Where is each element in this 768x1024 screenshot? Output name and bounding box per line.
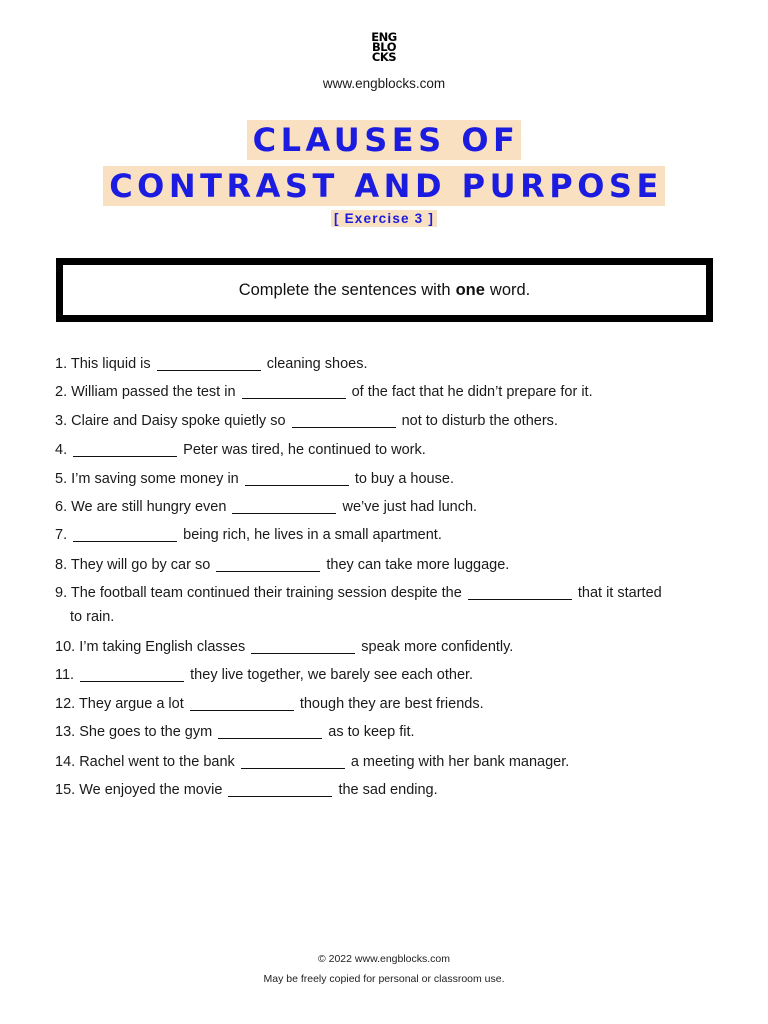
answer-blank[interactable] [216, 557, 320, 572]
item-text-after: speak more confidently. [361, 639, 514, 655]
item-number: 2. [55, 384, 68, 400]
exercise-item [55, 383, 715, 401]
answer-blank[interactable] [228, 782, 332, 797]
item-text-after: not to disturb the others. [401, 413, 558, 429]
item-text-after: cleaning shoes. [266, 356, 368, 372]
title-line-1 [0, 120, 768, 160]
item-text-after: Peter was tired, he continued to work. [183, 442, 426, 458]
item-text-after: of the fact that he didn’t prepare for it. [351, 384, 593, 400]
title-line-2 [0, 166, 768, 206]
exercise-item [55, 695, 715, 713]
answer-blank[interactable] [468, 585, 572, 600]
item-text-after: they can take more luggage. [326, 557, 510, 573]
title-text: CLAUSES OF [247, 120, 522, 160]
item-number: 7. [55, 527, 68, 543]
item-text-before: William passed the test in [71, 384, 236, 400]
item-text-after: we’ve just had lunch. [342, 499, 478, 515]
instruction-bold: one [455, 280, 485, 299]
item-text-before: They argue a lot [78, 696, 184, 712]
exercise-item [55, 723, 715, 741]
exercise-item [55, 412, 715, 430]
footer-copyright: © 2022 www.engblocks.com [317, 953, 451, 965]
item-text-before: She goes to the gym [79, 724, 213, 740]
exercise-item [55, 556, 715, 574]
exercise-item [55, 666, 715, 684]
exercise-item [55, 355, 715, 373]
item-number: 14. [55, 754, 76, 770]
item-text-before: We are still hungry even [71, 499, 227, 515]
item-number: 12. [55, 696, 76, 712]
exercise-item [55, 638, 715, 656]
exercise-item [55, 526, 715, 544]
exercise-item [55, 584, 715, 626]
answer-blank[interactable] [241, 754, 345, 769]
item-text-after: though they are best friends. [299, 696, 484, 712]
item-text-after: they live together, we barely see each other. [190, 667, 474, 683]
item-text-before: We enjoyed the movie [79, 782, 223, 798]
item-text-after: a meeting with her bank manager. [350, 754, 570, 770]
item-number: 11. [55, 667, 75, 683]
answer-blank[interactable] [73, 442, 177, 457]
answer-blank[interactable] [190, 696, 294, 711]
item-text-after: as to keep fit. [328, 724, 415, 740]
item-text-after: the sad ending. [338, 782, 438, 798]
item-text-before: This liquid is [70, 356, 151, 372]
item-number: 4. [55, 442, 68, 458]
answer-blank[interactable] [73, 527, 177, 542]
answer-blank[interactable] [245, 471, 349, 486]
item-text-before: I’m saving some money in [71, 471, 239, 487]
item-text-after: being rich, he lives in a small apartment. [183, 527, 442, 543]
footer-license: May be freely copied for personal or classroom use. [263, 973, 505, 985]
title-text: CONTRAST AND PURPOSE [103, 166, 665, 206]
item-number: 3. [55, 413, 68, 429]
exercise-item [55, 470, 715, 488]
instruction-box [56, 258, 713, 322]
logo-line: ENG [371, 30, 397, 44]
item-text-after: that it started [577, 585, 662, 601]
answer-blank[interactable] [157, 356, 261, 371]
answer-blank[interactable] [232, 499, 336, 514]
answer-blank[interactable] [218, 724, 322, 739]
item-text-before: I’m taking English classes [79, 639, 246, 655]
instruction-after: word. [489, 280, 531, 299]
answer-blank[interactable] [242, 384, 346, 399]
item-number: 15. [55, 782, 76, 798]
item-text-before: Rachel went to the bank [79, 754, 235, 770]
item-text-before: The football team continued their training session despite the [70, 585, 462, 601]
item-text-continuation: to rain. [70, 609, 115, 625]
item-text-before: They will go by car so [70, 557, 211, 573]
exercise-item [55, 441, 715, 459]
engblocks-logo [0, 32, 768, 62]
exercise-item [55, 781, 715, 799]
answer-blank[interactable] [80, 667, 184, 682]
item-text-before: Claire and Daisy spoke quietly so [71, 413, 286, 429]
exercise-item [55, 753, 715, 771]
logo-line: CKS [371, 50, 397, 64]
item-number: 13. [55, 724, 76, 740]
answer-blank[interactable] [292, 413, 396, 428]
item-number: 5. [55, 471, 68, 487]
logo-line: BLO [372, 40, 396, 54]
answer-blank[interactable] [251, 639, 355, 654]
exercise-label [0, 210, 768, 228]
exercise-item [55, 498, 715, 516]
item-number: 8. [55, 557, 68, 573]
item-number: 10. [55, 639, 76, 655]
item-number: 9. [55, 585, 68, 601]
instruction-before: Complete the sentences with [238, 280, 451, 299]
site-url: www.engblocks.com [322, 76, 446, 91]
item-text-after: to buy a house. [354, 471, 454, 487]
item-number: 6. [55, 499, 68, 515]
item-number: 1. [55, 356, 68, 372]
exercise-text: [ Exercise 3 ] [331, 210, 437, 227]
